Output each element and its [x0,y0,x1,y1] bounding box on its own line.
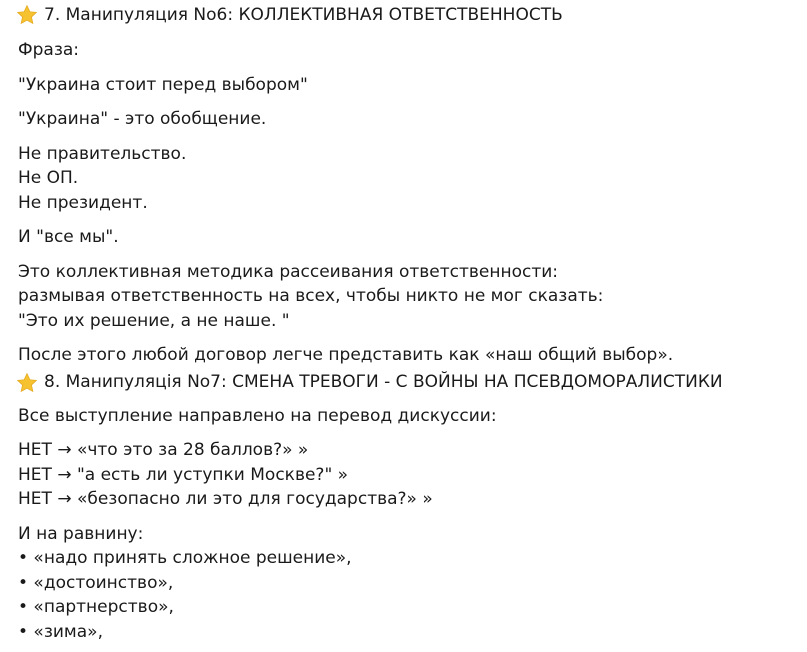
generalization-text: "Украина" - это обобщение. [18,109,267,129]
plain-label: И на равнину: [18,523,144,544]
section-7-title: 7. Манипуляция No6: КОЛЛЕКТИВНАЯ ОТВЕТСТВЕННОСТЬ [44,4,563,25]
post-content [18,2,803,644]
no-list-item: НЕТ → «безопасно ли это для государства?» » [18,489,433,509]
all-of-us-text: И "все мы". [18,227,119,247]
section-8-intro: Все выступление направлено на перевод дискуссии: [18,405,497,426]
bullet-item: • «зима», [18,621,103,642]
not-list-item: Не ОП. [18,168,79,188]
no-list-item: НЕТ → "а есть ли уступки Москве?" » [18,464,349,485]
no-list [18,438,803,512]
explanation-paragraph [18,260,803,334]
star-icon [16,372,38,394]
not-list-item: Не правительство. [18,143,187,164]
bullet-item: • «партнерство», [18,597,174,617]
section-8-heading [16,370,803,396]
section-7-heading [16,2,803,28]
conclusion-text: После этого любой договор легче представить как «наш общий выбор». [18,345,674,365]
explanation-line: Это коллективная методика рассеивания ответственности: [18,261,559,282]
bullet-list [18,546,803,644]
no-list-item: НЕТ → «что это за 28 баллов?» » [18,440,309,460]
bullet-item: • «надо принять сложное решение», [18,548,352,568]
bullet-item: • «достоинство», [18,572,174,593]
not-list [18,142,803,216]
section-8-title: 8. Манипуляція No7: СМЕНА ТРЕВОГИ - С ВОЙНЫ НА ПСЕВДОМОРАЛИСТИКИ [44,372,723,393]
explanation-line: "Это их решение, а не наше. " [18,310,290,331]
phrase-label: Фраза: [18,40,80,60]
star-icon [16,4,38,26]
phrase-quote: "Украина стоит перед выбором" [18,74,308,95]
not-list-item: Не президент. [18,192,148,213]
explanation-line: размывая ответственность на всех, чтобы никто не мог сказать: [18,286,604,306]
